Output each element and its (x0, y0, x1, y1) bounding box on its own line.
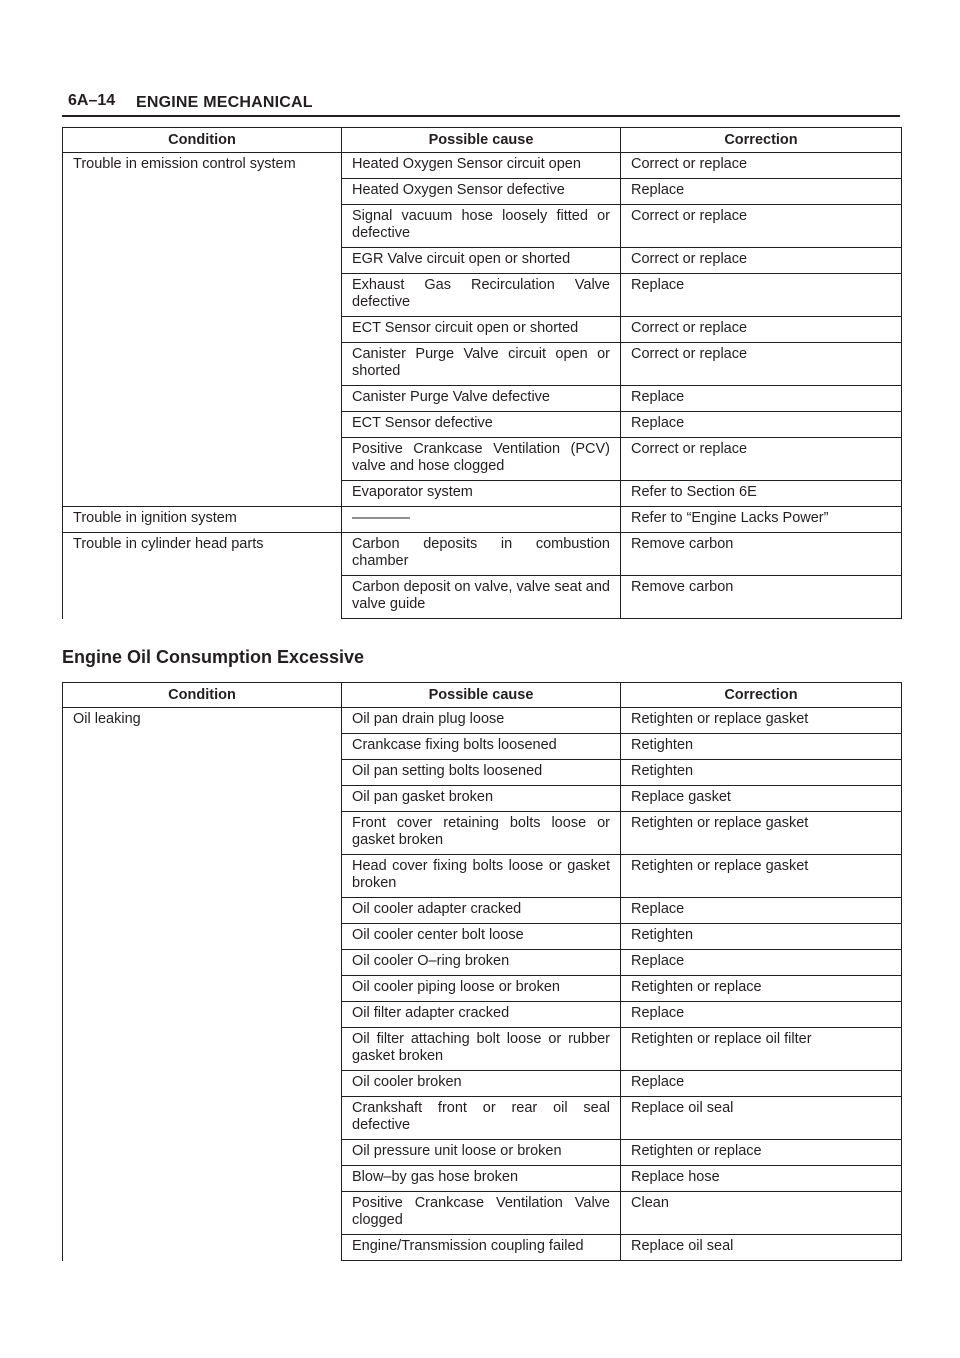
cell-correction: Replace (621, 386, 902, 412)
table-header-row (63, 683, 902, 708)
cell-condition: Oil leaking (63, 708, 342, 1261)
cell-possible-cause: Evaporator system (342, 481, 621, 507)
cell-possible-cause: Exhaust Gas Recirculation Valve defective (342, 274, 621, 317)
cell-correction: Retighten or replace gasket (621, 855, 902, 898)
cell-possible-cause: Oil cooler center bolt loose (342, 924, 621, 950)
cell-possible-cause: Canister Purge Valve circuit open or shorted (342, 343, 621, 386)
cell-correction: Replace (621, 179, 902, 205)
cell-correction: Replace (621, 950, 902, 976)
cell-possible-cause: Heated Oxygen Sensor circuit open (342, 153, 621, 179)
cell-correction: Correct or replace (621, 343, 902, 386)
cell-possible-cause: EGR Valve circuit open or shorted (342, 248, 621, 274)
column-header-cause: Possible cause (342, 683, 621, 708)
cell-condition: Trouble in emission control system (63, 153, 342, 507)
cell-correction: Replace (621, 1002, 902, 1028)
table-header-row (63, 128, 902, 153)
cell-possible-cause: Oil pan setting bolts loosened (342, 760, 621, 786)
cell-correction: Retighten or replace (621, 976, 902, 1002)
cell-correction: Correct or replace (621, 317, 902, 343)
cell-correction: Correct or replace (621, 205, 902, 248)
cell-correction: Refer to “Engine Lacks Power” (621, 507, 902, 533)
cell-correction: Remove carbon (621, 533, 902, 576)
cell-condition: Trouble in cylinder head parts (63, 533, 342, 619)
table-body (63, 153, 902, 619)
cell-possible-cause: Oil filter adapter cracked (342, 1002, 621, 1028)
cell-possible-cause: Heated Oxygen Sensor defective (342, 179, 621, 205)
cell-correction: Retighten or replace (621, 1140, 902, 1166)
cell-correction: Retighten or replace gasket (621, 812, 902, 855)
table-row (63, 708, 902, 734)
cell-correction: Correct or replace (621, 248, 902, 274)
cell-possible-cause: Canister Purge Valve defective (342, 386, 621, 412)
column-header-correction: Correction (621, 128, 902, 153)
column-header-condition: Condition (63, 128, 342, 153)
cell-correction: Retighten (621, 760, 902, 786)
header-rule (62, 115, 900, 117)
cell-correction: Refer to Section 6E (621, 481, 902, 507)
cell-possible-cause: Front cover retaining bolts loose or gasket broken (342, 812, 621, 855)
cell-possible-cause: Carbon deposit on valve, valve seat and valve guide (342, 576, 621, 619)
cell-correction: Retighten (621, 734, 902, 760)
cell-correction: Replace (621, 274, 902, 317)
table-oil-consumption (62, 682, 902, 1261)
column-header-cause: Possible cause (342, 128, 621, 153)
cell-condition: Trouble in ignition system (63, 507, 342, 533)
cell-possible-cause: Oil cooler piping loose or broken (342, 976, 621, 1002)
cell-correction: Replace (621, 1071, 902, 1097)
cell-correction: Replace oil seal (621, 1235, 902, 1261)
cell-correction: Retighten or replace gasket (621, 708, 902, 734)
cell-correction: Remove carbon (621, 576, 902, 619)
cell-correction: Correct or replace (621, 438, 902, 481)
cell-possible-cause: Signal vacuum hose loosely fitted or defective (342, 205, 621, 248)
cell-correction: Correct or replace (621, 153, 902, 179)
cell-possible-cause: ECT Sensor circuit open or shorted (342, 317, 621, 343)
cell-possible-cause: Oil pan gasket broken (342, 786, 621, 812)
cell-correction: Replace (621, 412, 902, 438)
column-header-condition: Condition (63, 683, 342, 708)
table-row (63, 507, 902, 533)
table-body (63, 708, 902, 1261)
cell-correction: Replace (621, 898, 902, 924)
cell-correction: Replace hose (621, 1166, 902, 1192)
cell-possible-cause: Oil cooler O–ring broken (342, 950, 621, 976)
cell-possible-cause: Oil pressure unit loose or broken (342, 1140, 621, 1166)
cell-possible-cause: Positive Crankcase Ventilation (PCV) valve and hose clogged (342, 438, 621, 481)
cell-possible-cause: Oil pan drain plug loose (342, 708, 621, 734)
cell-possible-cause: Positive Crankcase Ventilation Valve clogged (342, 1192, 621, 1235)
column-header-correction: Correction (621, 683, 902, 708)
cell-correction: Retighten or replace oil filter (621, 1028, 902, 1071)
cell-possible-cause: Carbon deposits in combustion chamber (342, 533, 621, 576)
cell-possible-cause: Oil cooler adapter cracked (342, 898, 621, 924)
page-number: 6A–14 (68, 92, 116, 109)
section-heading-oil-consumption: Engine Oil Consumption Excessive (62, 647, 365, 667)
cell-possible-cause: Crankshaft front or rear oil seal defective (342, 1097, 621, 1140)
cell-possible-cause: ———— (342, 507, 621, 533)
cell-possible-cause: Engine/Transmission coupling failed (342, 1235, 621, 1261)
cell-possible-cause: Crankcase fixing bolts loosened (342, 734, 621, 760)
cell-possible-cause: Oil filter attaching bolt loose or rubber gasket broken (342, 1028, 621, 1071)
table-row (63, 153, 902, 179)
cell-possible-cause: Oil cooler broken (342, 1071, 621, 1097)
cell-possible-cause: Head cover fixing bolts loose or gasket broken (342, 855, 621, 898)
cell-possible-cause: Blow–by gas hose broken (342, 1166, 621, 1192)
cell-correction: Clean (621, 1192, 902, 1235)
cell-correction: Retighten (621, 924, 902, 950)
table-emission-ignition-cylinder (62, 127, 902, 619)
section-title-header: ENGINE MECHANICAL (136, 94, 313, 111)
cell-possible-cause: ECT Sensor defective (342, 412, 621, 438)
page-header (62, 88, 900, 116)
table-row (63, 533, 902, 576)
cell-correction: Replace oil seal (621, 1097, 902, 1140)
cell-correction: Replace gasket (621, 786, 902, 812)
